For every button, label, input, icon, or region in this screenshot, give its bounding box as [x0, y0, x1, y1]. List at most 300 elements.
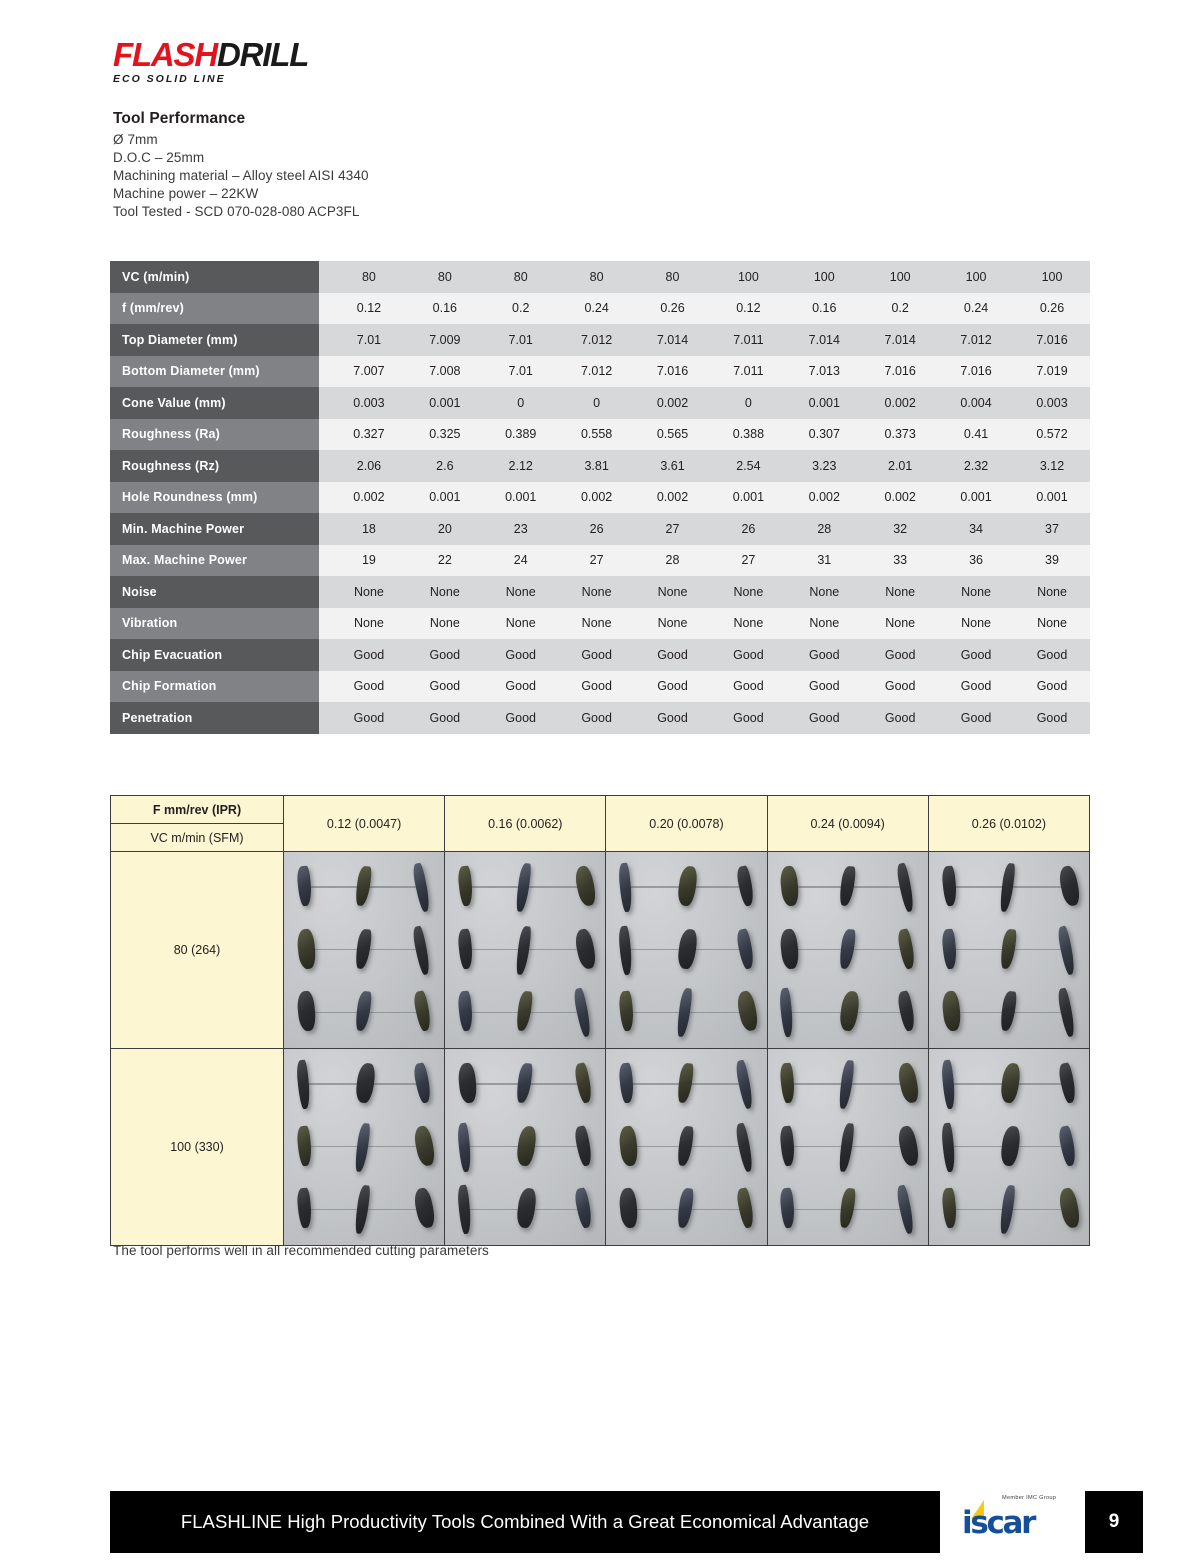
- row-gutter: [319, 513, 331, 545]
- table-cell: 7.016: [635, 356, 711, 388]
- chip-grid-header-row-top: [111, 796, 1090, 824]
- table-cell: 0.16: [786, 293, 862, 325]
- logo-flash-text: FLASH: [113, 36, 217, 73]
- table-cell: Good: [407, 702, 483, 734]
- table-cell: 7.019: [1014, 356, 1090, 388]
- table-cell: 34: [938, 513, 1014, 545]
- table-row: [110, 387, 1090, 419]
- table-cell: Good: [1014, 702, 1090, 734]
- table-row: [110, 639, 1090, 671]
- table-row: [110, 261, 1090, 293]
- table-cell: 0.24: [938, 293, 1014, 325]
- table-cell: Good: [710, 702, 786, 734]
- table-cell: 0.001: [938, 482, 1014, 514]
- metal-chip: [941, 928, 958, 969]
- metal-chip: [516, 1125, 538, 1167]
- table-cell: Good: [483, 671, 559, 703]
- table-cell: 28: [786, 513, 862, 545]
- table-cell: 0.26: [1014, 293, 1090, 325]
- table-cell: None: [786, 608, 862, 640]
- table-cell: Good: [635, 702, 711, 734]
- table-cell: None: [862, 608, 938, 640]
- table-row: [110, 513, 1090, 545]
- metal-chip: [296, 1125, 313, 1166]
- table-cell: 0.388: [710, 419, 786, 451]
- chip-grid-column-header: 0.16 (0.0062): [445, 796, 606, 852]
- table-cell: None: [331, 608, 407, 640]
- table-cell: Good: [710, 639, 786, 671]
- chip-photo-cell: [767, 852, 928, 1049]
- table-cell: 100: [1014, 261, 1090, 293]
- chip-group: [938, 862, 1079, 913]
- row-header: VC (m/min): [110, 261, 319, 293]
- metal-chip: [296, 991, 317, 1032]
- table-cell: 80: [559, 261, 635, 293]
- metal-chip: [573, 865, 598, 907]
- table-cell: 27: [635, 513, 711, 545]
- chip-group: [616, 987, 757, 1038]
- chip-grid-column-header: 0.20 (0.0078): [606, 796, 767, 852]
- footer-tagline: FLASHLINE High Productivity Tools Combined With a Great Economical Advantage: [180, 1511, 870, 1532]
- table-cell: 33: [862, 545, 938, 577]
- row-gutter: [319, 450, 331, 482]
- table-cell: 7.007: [331, 356, 407, 388]
- row-gutter: [319, 261, 331, 293]
- metal-chip: [941, 1188, 958, 1229]
- table-cell: Good: [559, 702, 635, 734]
- metal-chip: [1057, 1125, 1078, 1167]
- table-cell: Good: [786, 702, 862, 734]
- intro-line-diameter: Ø 7mm: [113, 132, 158, 147]
- chip-group: [455, 862, 596, 913]
- table-cell: 100: [862, 261, 938, 293]
- table-cell: 3.12: [1014, 450, 1090, 482]
- table-cell: Good: [1014, 639, 1090, 671]
- table-cell: 24: [483, 545, 559, 577]
- row-gutter: [319, 324, 331, 356]
- metal-chip: [618, 1188, 639, 1229]
- metal-chip: [618, 1062, 635, 1103]
- table-cell: 26: [710, 513, 786, 545]
- metal-chip: [355, 928, 373, 969]
- chip-group: [455, 925, 596, 976]
- table-cell: 0.003: [331, 387, 407, 419]
- table-cell: None: [862, 576, 938, 608]
- table-cell: 80: [331, 261, 407, 293]
- metal-chip: [1057, 1062, 1078, 1104]
- table-row: [110, 576, 1090, 608]
- table-cell: 0.24: [559, 293, 635, 325]
- chip-group: [616, 1059, 757, 1110]
- table-cell: Good: [407, 671, 483, 703]
- metal-chip: [412, 1187, 437, 1229]
- chip-photo: [929, 852, 1089, 1048]
- chip-group: [938, 987, 1079, 1038]
- chip-grid-feed-label: F mm/rev (IPR): [111, 796, 284, 824]
- chip-photo: [284, 852, 444, 1048]
- table-cell: 28: [635, 545, 711, 577]
- chip-group: [294, 862, 435, 913]
- row-header: Top Diameter (mm): [110, 324, 319, 356]
- chip-grid-row-header: 80 (264): [111, 852, 284, 1049]
- table-cell: 0.2: [483, 293, 559, 325]
- table-cell: 7.01: [483, 356, 559, 388]
- table-cell: Good: [710, 671, 786, 703]
- table-cell: 100: [710, 261, 786, 293]
- intro-line-tool: Tool Tested - SCD 070-028-080 ACP3FL: [113, 204, 360, 219]
- table-cell: 2.6: [407, 450, 483, 482]
- row-gutter: [319, 576, 331, 608]
- chip-group: [616, 925, 757, 976]
- metal-chip: [516, 1062, 534, 1103]
- row-gutter: [319, 293, 331, 325]
- table-cell: 0.002: [862, 387, 938, 419]
- table-cell: 0.572: [1014, 419, 1090, 451]
- metal-chip: [412, 1124, 437, 1166]
- chip-formation-grid: [110, 795, 1090, 1246]
- chip-group: [777, 1122, 918, 1173]
- brand-logo: [113, 38, 413, 85]
- table-row: [110, 702, 1090, 734]
- table-cell: 0.002: [635, 482, 711, 514]
- table-cell: 0.327: [331, 419, 407, 451]
- chip-photo: [768, 1049, 928, 1245]
- metal-chip: [999, 1062, 1021, 1104]
- table-cell: 27: [710, 545, 786, 577]
- table-cell: 0.002: [331, 482, 407, 514]
- table-cell: 0.565: [635, 419, 711, 451]
- metal-chip: [295, 1059, 311, 1109]
- chip-grid-column-header: 0.26 (0.0102): [928, 796, 1089, 852]
- table-row: [110, 545, 1090, 577]
- metal-chip: [838, 1188, 856, 1229]
- table-cell: 7.012: [559, 356, 635, 388]
- table-cell: Good: [331, 639, 407, 671]
- metal-chip: [838, 990, 860, 1032]
- table-row: [110, 324, 1090, 356]
- row-header: Bottom Diameter (mm): [110, 356, 319, 388]
- metal-chip: [1057, 865, 1082, 907]
- chip-photo-cell: [445, 852, 606, 1049]
- iscar-member-text: Member IMC Group: [1002, 1495, 1057, 1501]
- iscar-wordmark: iscar: [962, 1505, 1035, 1541]
- table-cell: 0.12: [331, 293, 407, 325]
- metal-chip: [573, 1125, 594, 1167]
- metal-chip: [296, 1188, 313, 1229]
- metal-chip: [896, 928, 917, 970]
- table-cell: 31: [786, 545, 862, 577]
- table-cell: 0: [559, 387, 635, 419]
- row-header: Noise: [110, 576, 319, 608]
- table-cell: 0.002: [559, 482, 635, 514]
- table-cell: 80: [407, 261, 483, 293]
- metal-chip: [296, 928, 317, 969]
- table-cell: Good: [635, 671, 711, 703]
- table-cell: Good: [786, 671, 862, 703]
- chip-group: [455, 987, 596, 1038]
- table-cell: 0: [710, 387, 786, 419]
- chip-photo: [445, 1049, 605, 1245]
- metal-chip: [838, 928, 856, 969]
- table-cell: Good: [483, 639, 559, 671]
- grid-caption: The tool performs well in all recommended cutting parameters: [113, 1243, 489, 1258]
- table-cell: 7.01: [331, 324, 407, 356]
- table-cell: 0.001: [407, 387, 483, 419]
- metal-chip: [296, 865, 313, 906]
- metal-chip: [618, 991, 635, 1032]
- metal-chip: [573, 1062, 594, 1104]
- row-gutter: [319, 356, 331, 388]
- table-row: [110, 293, 1090, 325]
- chip-photo: [445, 852, 605, 1048]
- chip-photo-cell: [606, 852, 767, 1049]
- table-cell: 26: [559, 513, 635, 545]
- table-cell: 7.014: [635, 324, 711, 356]
- metal-chip: [999, 1125, 1021, 1167]
- chip-group: [455, 1059, 596, 1110]
- row-header: Cone Value (mm): [110, 387, 319, 419]
- tool-performance-intro: [113, 110, 713, 221]
- logo-tagline: ECO SOLID LINE: [113, 73, 226, 85]
- metal-chip: [999, 928, 1017, 969]
- chip-grid-row-header: 100 (330): [111, 1049, 284, 1246]
- chip-group: [938, 1059, 1079, 1110]
- chip-group: [777, 925, 918, 976]
- table-cell: 2.12: [483, 450, 559, 482]
- table-cell: 7.014: [862, 324, 938, 356]
- chip-grid-row: [111, 852, 1090, 1049]
- table-cell: 22: [407, 545, 483, 577]
- row-gutter: [319, 545, 331, 577]
- iscar-logo: [962, 1495, 1082, 1547]
- table-cell: 7.008: [407, 356, 483, 388]
- row-gutter: [319, 387, 331, 419]
- row-header: Min. Machine Power: [110, 513, 319, 545]
- table-cell: Good: [407, 639, 483, 671]
- table-cell: None: [559, 576, 635, 608]
- metal-chip: [940, 1059, 956, 1109]
- chip-photo-cell: [284, 1049, 445, 1246]
- metal-chip: [941, 865, 958, 906]
- table-cell: Good: [938, 671, 1014, 703]
- row-gutter: [319, 639, 331, 671]
- chip-group: [294, 925, 435, 976]
- row-header: f (mm/rev): [110, 293, 319, 325]
- metal-chip: [896, 1062, 921, 1104]
- table-cell: 0.389: [483, 419, 559, 451]
- metal-chip: [779, 1125, 796, 1166]
- table-cell: 0.41: [938, 419, 1014, 451]
- intro-line-material: Machining material – Alloy steel AISI 4340: [113, 168, 369, 183]
- metal-chip: [355, 991, 373, 1032]
- row-gutter: [319, 482, 331, 514]
- table-cell: 0: [483, 387, 559, 419]
- table-cell: 0.001: [483, 482, 559, 514]
- row-header: Chip Formation: [110, 671, 319, 703]
- metal-chip: [457, 928, 474, 969]
- chip-photo-cell: [445, 1049, 606, 1246]
- chip-photo: [606, 852, 766, 1048]
- metal-chip: [838, 1122, 855, 1172]
- table-cell: 0.26: [635, 293, 711, 325]
- table-cell: None: [1014, 608, 1090, 640]
- metal-chip: [940, 1122, 956, 1172]
- table-cell: None: [710, 608, 786, 640]
- table-cell: 7.009: [407, 324, 483, 356]
- table-cell: 3.81: [559, 450, 635, 482]
- chip-photo: [768, 852, 928, 1048]
- metal-chip: [355, 1062, 377, 1104]
- table-cell: 0.2: [862, 293, 938, 325]
- table-cell: 7.016: [938, 356, 1014, 388]
- chip-photo-cell: [284, 852, 445, 1049]
- chip-group: [616, 862, 757, 913]
- metal-chip: [573, 927, 598, 969]
- table-cell: None: [938, 608, 1014, 640]
- table-cell: None: [710, 576, 786, 608]
- table-cell: Good: [331, 671, 407, 703]
- metal-chip: [779, 928, 800, 969]
- chip-group: [938, 1122, 1079, 1173]
- chip-group: [777, 1184, 918, 1235]
- metal-chip: [516, 1187, 538, 1229]
- tool-performance-table: [110, 261, 1090, 734]
- table-cell: 100: [938, 261, 1014, 293]
- table-cell: 39: [1014, 545, 1090, 577]
- table-cell: Good: [635, 639, 711, 671]
- logo-wordmark: [113, 38, 413, 72]
- metal-chip: [355, 865, 373, 906]
- metal-chip: [677, 865, 699, 907]
- table-cell: None: [407, 576, 483, 608]
- row-header: Chip Evacuation: [110, 639, 319, 671]
- table-cell: None: [407, 608, 483, 640]
- table-cell: 7.012: [938, 324, 1014, 356]
- table-cell: 0.002: [786, 482, 862, 514]
- logo-drill-text: DRILL: [217, 36, 309, 73]
- metal-chip: [838, 865, 856, 906]
- chip-grid-column-header: 0.24 (0.0094): [767, 796, 928, 852]
- table-cell: Good: [559, 671, 635, 703]
- table-cell: Good: [1014, 671, 1090, 703]
- table-cell: 0.001: [1014, 482, 1090, 514]
- table-cell: 0.325: [407, 419, 483, 451]
- table-cell: None: [483, 608, 559, 640]
- table-cell: 0.373: [862, 419, 938, 451]
- table-cell: 37: [1014, 513, 1090, 545]
- chip-grid-row: [111, 1049, 1090, 1246]
- metal-chip: [735, 928, 756, 970]
- metal-chip: [677, 928, 699, 970]
- chip-group: [294, 1184, 435, 1235]
- row-gutter: [319, 671, 331, 703]
- chip-photo-cell: [928, 1049, 1089, 1246]
- table-cell: 0.12: [710, 293, 786, 325]
- table-cell: 0.16: [407, 293, 483, 325]
- table-cell: 0.558: [559, 419, 635, 451]
- chip-group: [294, 987, 435, 1038]
- chip-group: [294, 1122, 435, 1173]
- table-cell: None: [938, 576, 1014, 608]
- row-gutter: [319, 608, 331, 640]
- row-gutter: [319, 702, 331, 734]
- table-cell: 36: [938, 545, 1014, 577]
- table-cell: 7.012: [559, 324, 635, 356]
- table-cell: 7.01: [483, 324, 559, 356]
- table-row: [110, 671, 1090, 703]
- metal-chip: [516, 991, 534, 1032]
- table-cell: 3.61: [635, 450, 711, 482]
- chip-group: [616, 1122, 757, 1173]
- table-cell: 27: [559, 545, 635, 577]
- table-cell: 3.23: [786, 450, 862, 482]
- page-title: Tool Performance: [113, 110, 246, 127]
- chip-photo: [284, 1049, 444, 1245]
- chip-grid-column-header: 0.12 (0.0047): [284, 796, 445, 852]
- table-cell: Good: [331, 702, 407, 734]
- table-cell: 7.016: [1014, 324, 1090, 356]
- metal-chip: [573, 1187, 594, 1229]
- table-row: [110, 450, 1090, 482]
- metal-chip: [457, 1062, 478, 1103]
- metal-chip: [999, 991, 1017, 1032]
- row-header: Max. Machine Power: [110, 545, 319, 577]
- table-row: [110, 608, 1090, 640]
- table-cell: 7.014: [786, 324, 862, 356]
- metal-chip: [618, 1125, 639, 1166]
- table-cell: 7.016: [862, 356, 938, 388]
- chip-group: [938, 1184, 1079, 1235]
- metal-chip: [779, 865, 800, 906]
- table-cell: 20: [407, 513, 483, 545]
- table-cell: None: [483, 576, 559, 608]
- metal-chip: [412, 990, 433, 1032]
- chip-photo: [606, 1049, 766, 1245]
- table-cell: 7.011: [710, 324, 786, 356]
- table-cell: Good: [786, 639, 862, 671]
- table-cell: None: [559, 608, 635, 640]
- table-row: [110, 482, 1090, 514]
- table-cell: Good: [862, 639, 938, 671]
- chip-photo-cell: [767, 1049, 928, 1246]
- metal-chip: [412, 1062, 433, 1104]
- table-cell: 7.011: [710, 356, 786, 388]
- table-cell: None: [331, 576, 407, 608]
- intro-line-power: Machine power – 22KW: [113, 186, 259, 201]
- table-cell: 23: [483, 513, 559, 545]
- chip-photo: [929, 1049, 1089, 1245]
- table-cell: 2.01: [862, 450, 938, 482]
- page-number: 9: [1108, 1511, 1120, 1532]
- row-header: Penetration: [110, 702, 319, 734]
- table-cell: 0.002: [862, 482, 938, 514]
- metal-chip: [735, 990, 760, 1032]
- metal-chip: [896, 990, 917, 1032]
- table-row: [110, 356, 1090, 388]
- chip-group: [455, 1122, 596, 1173]
- table-cell: 80: [635, 261, 711, 293]
- table-cell: 2.32: [938, 450, 1014, 482]
- chip-group: [616, 1184, 757, 1235]
- table-cell: None: [786, 576, 862, 608]
- table-cell: None: [635, 608, 711, 640]
- footer-banner: [110, 1491, 940, 1553]
- metal-chip: [457, 991, 474, 1032]
- chip-group: [938, 925, 1079, 976]
- metal-chip: [838, 1059, 855, 1109]
- metal-chip: [779, 1062, 796, 1103]
- chip-grid-speed-label: VC m/min (SFM): [111, 824, 284, 852]
